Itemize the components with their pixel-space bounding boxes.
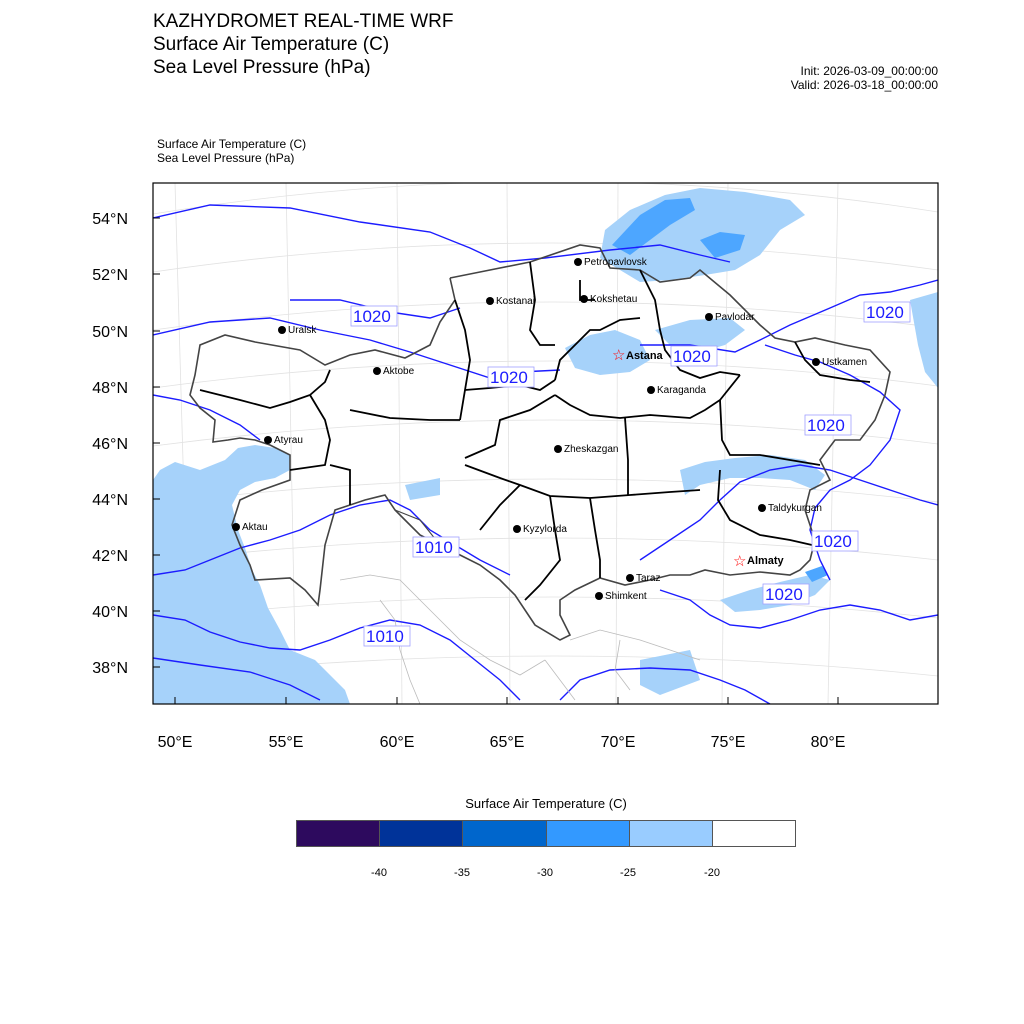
lon-label: 50°E: [157, 734, 193, 751]
colorbar-label: -20: [704, 867, 720, 879]
capital-star-icon: ☆: [733, 553, 747, 570]
city-marker: [232, 523, 240, 531]
isobar-label: 1020: [673, 347, 711, 366]
lon-label: 80°E: [810, 734, 846, 751]
city-marker: [812, 358, 820, 366]
city-marker: [264, 436, 272, 444]
isobar-label: 1020: [807, 416, 845, 435]
lat-label: 42°N: [92, 548, 128, 565]
city-marker: [513, 525, 521, 533]
colorbar-label: -40: [371, 867, 387, 879]
isobar-label: 1020: [866, 303, 904, 322]
isobar-label: 1010: [415, 538, 453, 557]
isobar-label: 1020: [765, 585, 803, 604]
lon-label: 75°E: [710, 734, 746, 751]
colorbar-swatch: [297, 821, 380, 846]
city-label: Kostanai: [496, 296, 535, 307]
city-marker: [580, 295, 588, 303]
city-label: Shimkent: [605, 591, 647, 602]
valid-time: Valid: 2026-03-18_00:00:00: [790, 78, 938, 92]
lon-label: 70°E: [600, 734, 636, 751]
colorbar-label: -25: [620, 867, 636, 879]
init-time: Init: 2026-03-09_00:00:00: [800, 64, 938, 78]
lat-labels: [92, 211, 128, 677]
city-marker: [647, 386, 655, 394]
isobar-label: 1020: [490, 368, 528, 387]
lat-label: 40°N: [92, 604, 128, 621]
colorbar-label: -30: [537, 867, 553, 879]
city-label: Kokshetau: [590, 294, 638, 305]
colorbar-swatch: [547, 821, 630, 846]
city-marker: [278, 326, 286, 334]
city-marker: [373, 367, 381, 375]
colorbar-swatch: [463, 821, 546, 846]
title-line-1: KAZHYDROMET REAL-TIME WRF: [153, 11, 454, 32]
lat-label: 44°N: [92, 492, 128, 509]
subtitle-line-2: Sea Level Pressure (hPa): [157, 151, 295, 165]
lat-label: 54°N: [92, 211, 128, 228]
caspian-sea: [153, 445, 350, 704]
city-label: Atyrau: [274, 435, 303, 446]
lon-label: 55°E: [268, 734, 304, 751]
temperature-shading: [405, 188, 938, 695]
city-marker: [486, 297, 494, 305]
city-label: Aktau: [242, 522, 268, 533]
admin-boundaries: [200, 262, 870, 600]
city-label: Petropavlovsk: [584, 257, 647, 268]
colorbar-label: -35: [454, 867, 470, 879]
city-label: Taldykurgan: [768, 503, 822, 514]
city-label: Ustkamen: [822, 357, 868, 368]
title-line-3: Sea Level Pressure (hPa): [153, 57, 371, 78]
city-label-capital: Almaty: [747, 555, 784, 567]
city-label: Kyzylorda: [523, 524, 567, 535]
lat-label: 50°N: [92, 324, 128, 341]
city-marker: [595, 592, 603, 600]
lon-label: 60°E: [379, 734, 415, 751]
capital-star-icon: ☆: [612, 347, 626, 364]
lat-label: 46°N: [92, 436, 128, 453]
isobar-label: 1020: [353, 307, 391, 326]
city-marker: [626, 574, 634, 582]
lat-label: 48°N: [92, 380, 128, 397]
city-label: Pavlodar: [715, 312, 755, 323]
city-marker: [705, 313, 713, 321]
subtitle-line-1: Surface Air Temperature (C): [157, 137, 307, 151]
city-marker: [574, 258, 582, 266]
colorbar-swatch: [630, 821, 713, 846]
lon-labels: [158, 734, 846, 751]
isobar-label: 1020: [814, 532, 852, 551]
colorbar-swatch: [380, 821, 463, 846]
city-marker: [758, 504, 766, 512]
lon-label: 65°E: [489, 734, 525, 751]
city-label: Zheskazgan: [564, 444, 619, 455]
lat-label: 38°N: [92, 660, 128, 677]
title-line-2: Surface Air Temperature (C): [153, 34, 390, 55]
colorbar-swatch: [713, 821, 795, 846]
lat-label: 52°N: [92, 267, 128, 284]
city-label: Karaganda: [657, 385, 706, 396]
colorbar: [296, 820, 796, 847]
city-marker: [554, 445, 562, 453]
city-label: Uralsk: [288, 325, 317, 336]
city-label: Aktobe: [383, 366, 415, 377]
colorbar-title: Surface Air Temperature (C): [465, 796, 627, 811]
city-label-capital: Astana: [626, 350, 663, 362]
isobar-label: 1010: [366, 627, 404, 646]
city-label: Taraz: [636, 573, 661, 584]
